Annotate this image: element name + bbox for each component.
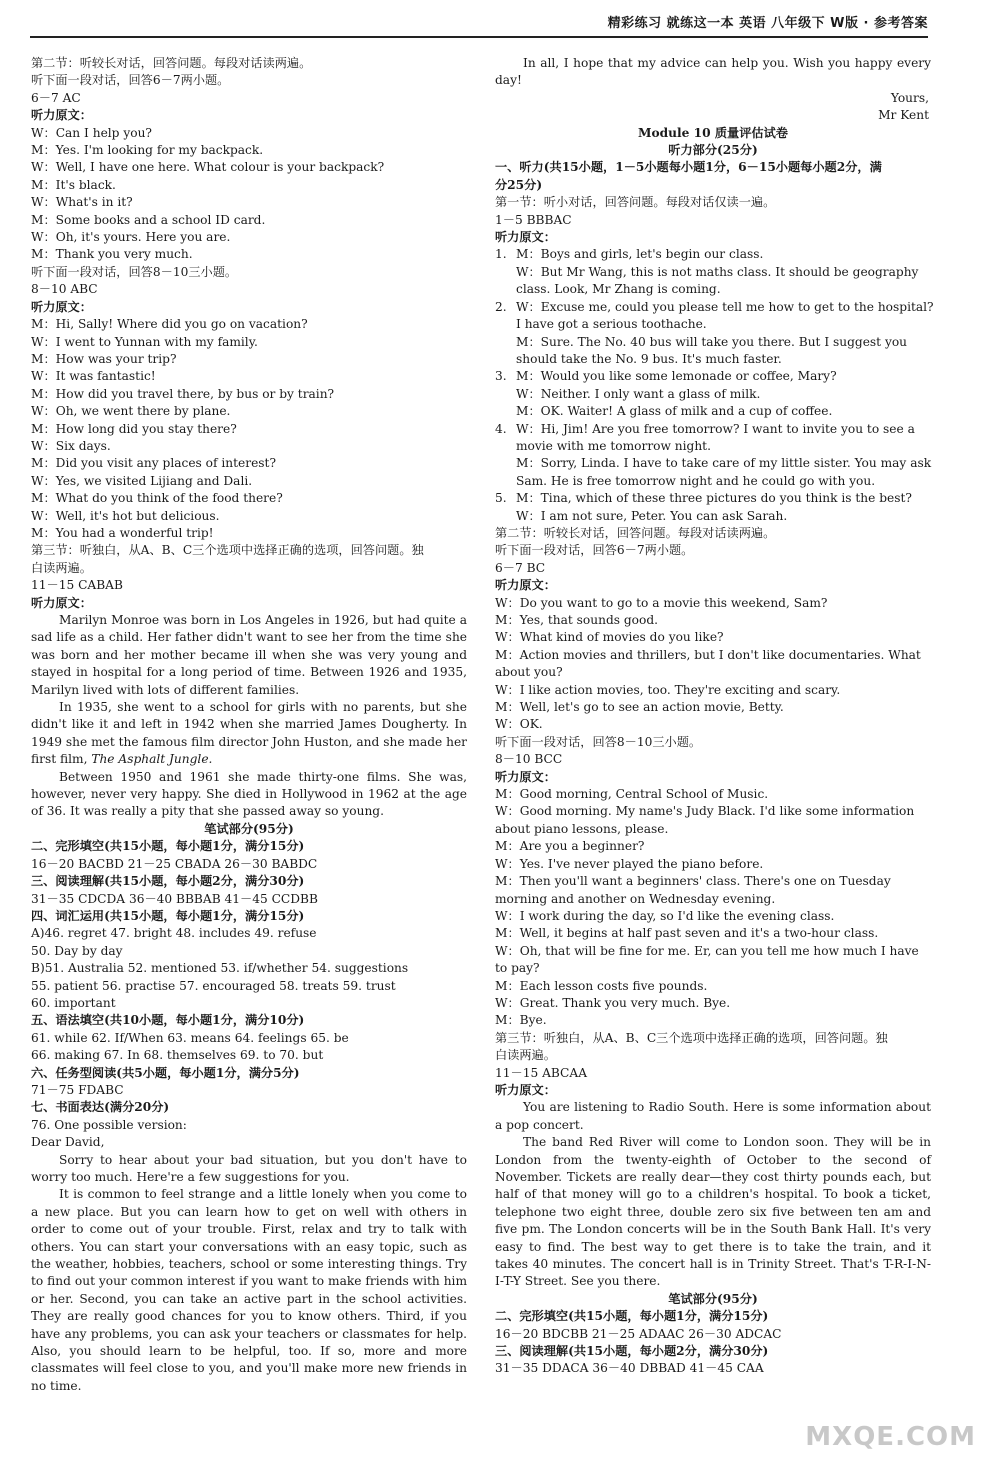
dialog-line: W：Six days. <box>31 438 111 453</box>
short-dialog-line: W：Neither. I only want a glass of milk. <box>516 386 761 401</box>
short-dialog-line: M：OK. Waiter! A glass of milk and a cup of coffee. <box>516 404 833 419</box>
dialog-line: M：Are you a beginner? <box>495 839 645 854</box>
dialog-line: W：Oh, we went there by plane. <box>31 404 231 419</box>
answer-line: 16－20 BDCBB 21－25 ADAAC 26－30 ADCAC <box>495 1326 782 1341</box>
dialog-intro: 听下面一段对话，回答6－7两小题。 <box>495 543 694 558</box>
dialog-line: W：Well, I have one here. What colour is your backpack? <box>31 160 385 175</box>
answer-line: 31－35 CDCDA 36－40 BBBAB 41－45 CCDBB <box>31 891 318 906</box>
dialog-line: W：I work during the day, so I'd like the evening class. <box>495 908 835 923</box>
answer-line: 50. Day by day <box>31 943 123 958</box>
section-title: 第二节：听较长对话，回答问题。每段对话读两遍。 <box>31 56 312 70</box>
dialog-line: W：Well, it's hot but delicious. <box>31 508 220 523</box>
answer-line: 8－10 ABC <box>31 282 98 297</box>
dialog-intro: 听下面一段对话，回答6－7两小题。 <box>31 73 230 88</box>
dialog-line: M：Well, it begins at half past seven and it's a two-hour class. <box>495 926 879 941</box>
section-title: 第三节：听独白，从A、B、C三个选项中选择正确的选项，回答问题。独 <box>31 543 424 558</box>
dialog-line: M：What do you think of the food there? <box>31 491 283 506</box>
short-dialog-line: movie with me tomorrow night. <box>516 438 711 453</box>
transcript-label: 听力原文： <box>495 769 556 784</box>
left-column <box>31 55 467 1395</box>
short-dialog-line: I have got a serious toothache. <box>516 317 707 332</box>
header-title: 精彩练习 就练这一本 英语 八年级下 W版 · 参考答案 <box>607 16 928 31</box>
answer-line: 6－7 BC <box>495 560 546 575</box>
section-title: 三、阅读理解(共15小题，每小题2分，满分30分) <box>495 1344 769 1359</box>
section-title: 第二节：听较长对话，回答问题。每段对话读两遍。 <box>495 525 776 540</box>
monologue-paragraph: The band Red River will come to London soon. They will be in London from the twenty-eighth of October to the second of November. Tickets are really dear—they cost thirty pounds each, but half of that money will go to a children's hospital. To book a ticket, telephone two eight three, double zero six five between ten am and five pm. The London concerts will be in the South Bank Hall. It's very easy to find. The best way to get there is to take the train, and it takes 40 minutes. The concert hall is in Trinity Street. That's T-R-I-N-I-T-Y Street. See you there. <box>495 1135 931 1289</box>
short-dialog-line <box>495 368 931 385</box>
dialog-line: to pay? <box>495 961 540 976</box>
dialog-line: about you? <box>495 665 563 680</box>
monologue-paragraph <box>31 699 467 769</box>
short-dialog-line <box>495 490 931 507</box>
answer-line: 1－5 BBBAC <box>495 212 572 227</box>
dialog-number: 4. <box>495 421 507 436</box>
dialog-number: 2. <box>495 299 507 314</box>
header-rule <box>30 36 928 38</box>
short-dialog-line <box>495 246 931 263</box>
dialog-line: W：What kind of movies do you like? <box>495 630 724 645</box>
dialog-line: W：Oh, it's yours. Here you are. <box>31 230 231 245</box>
letter-closing: In all, I hope that my advice can help you. Wish you happy every day! <box>495 56 931 88</box>
monologue-text: In 1935, she went to a school for girls with no parents, but she didn't like it and left in 1942 when she married James Dougherty. In 1949 she met the famous film director John Huston, and she made her first film, <box>31 700 468 767</box>
dialog-line: W：OK. <box>495 717 543 732</box>
transcript-label: 听力原文： <box>31 108 92 123</box>
section-title-cont: 分25分) <box>495 177 543 192</box>
monologue-paragraph: Between 1950 and 1961 she made thirty-one films. She was, however, never very happy. She died in Hollywood in 1962 at the age of 36. It was really a pity that she passed away so young. <box>31 769 467 819</box>
dialog-line: W：It was fantastic! <box>31 369 156 384</box>
answer-line: 60. important <box>31 995 116 1010</box>
letter-paragraph: Sorry to hear about your bad situation, but you don't have to worry too much. Here're a few suggestions for you. <box>31 1152 467 1184</box>
dialog-line: W：Can I help you? <box>31 125 152 140</box>
written-part-title: 笔试部分(95分) <box>668 1291 758 1306</box>
transcript-label: 听力原文： <box>31 595 92 610</box>
letter-paragraph: It is common to feel strange and a little lonely when you come to a new place. But you can learn how to get on well with others in order to come out of your trouble. First, relax and try to talk with others. You can start your conversations with an easy topic, such as the weather, hobbies, teachers, school or some interesting things. Try to find out your common interest if you want to make friends with him or her. Second, you can take an active part in the school activities. They are really good chances for you to know others. Third, if you have any problems, you can ask your teachers or classmates for help. Also, you should learn to be helpful, too. If so, more and more classmates will feel close to you, and you'll make more new friends in no time. <box>31 1187 467 1393</box>
section-title: 四、词汇运用(共15小题，每小题1分，满分15分) <box>31 908 305 923</box>
dialog-intro: 听下面一段对话，回答8－10三小题。 <box>495 734 702 749</box>
dialog-number: 5. <box>495 491 507 506</box>
section-title-cont: 白读两遍。 <box>495 1048 556 1063</box>
dialog-line: M：Then you'll want a beginners' class. There's one on Tuesday <box>495 874 891 889</box>
right-column <box>495 55 934 1378</box>
dialog-line: M：How did you travel there, by bus or by train? <box>31 386 335 401</box>
section-title: 二、完形填空(共15小题，每小题1分，满分15分) <box>31 839 305 854</box>
short-dialog-line <box>495 299 934 316</box>
dialog-line: M：Some books and a school ID card. <box>31 212 266 227</box>
monologue-paragraph: You are listening to Radio South. Here is some information about a pop concert. <box>495 1100 931 1132</box>
dialog-line: M：It's black. <box>31 177 116 192</box>
section-title: 六、任务型阅读(共5小题，每小题1分，满分5分) <box>31 1065 300 1080</box>
answer-line: 66. making 67. In 68. themselves 69. to 70. but <box>31 1048 324 1063</box>
section-title-cont: 白读两遍。 <box>31 560 92 575</box>
dialog-intro: 听下面一段对话，回答8－10三小题。 <box>31 264 238 279</box>
dialog-line: M：Yes. I'm looking for my backpack. <box>31 143 264 158</box>
dialog-line: about piano lessons, please. <box>495 821 669 836</box>
dialog-line: W：I like action movies, too. They're exciting and scary. <box>495 682 841 697</box>
dialog-text: W：Excuse me, could you please tell me how to get to the hospital? <box>516 299 934 314</box>
answer-line: A)46. regret 47. bright 48. includes 49. refuse <box>31 926 317 941</box>
dialog-line: W：Do you want to go to a movie this weekend, Sam? <box>495 595 828 610</box>
transcript-label: 听力原文： <box>31 299 92 314</box>
film-title: The Asphalt Jungle. <box>91 752 213 767</box>
dialog-line: M：How was your trip? <box>31 351 177 366</box>
dialog-line: M：Well, let's go to see an action movie, Betty. <box>495 700 784 715</box>
answer-line: 71－75 FDABC <box>31 1082 124 1097</box>
dialog-number: 3. <box>495 369 507 384</box>
dialog-text: M：Tina, which of these three pictures do you think is the best? <box>516 491 912 506</box>
transcript-label: 听力原文： <box>495 230 556 245</box>
answer-line: 31－35 DDACA 36－40 DBBAD 41－45 CAA <box>495 1361 764 1376</box>
watermark-logo: MXQE.COM <box>805 1422 976 1452</box>
answer-line: 8－10 BCC <box>495 752 563 767</box>
short-dialog-line <box>495 421 931 438</box>
dialog-line: M：Action movies and thrillers, but I don't like documentaries. What <box>495 647 921 662</box>
letter-salutation: Dear David, <box>31 1135 105 1150</box>
letter-yours: Yours, <box>890 90 929 105</box>
dialog-line: M：You had a wonderful trip! <box>31 525 214 540</box>
section-title: 七、书面表达(满分20分) <box>31 1100 170 1115</box>
section-title: 三、阅读理解(共15小题，每小题2分，满分30分) <box>31 874 305 889</box>
written-part-title: 笔试部分(95分) <box>204 821 294 836</box>
short-dialog-line: should take the No. 9 bus. It's much faster. <box>516 351 782 366</box>
short-dialog-line: Sam. He is free tomorrow night and he could go with you. <box>516 473 876 488</box>
listening-part-title: 听力部分(25分) <box>668 143 758 158</box>
transcript-label: 听力原文： <box>495 578 556 593</box>
dialog-line: W：What's in it? <box>31 195 133 210</box>
section-title: 二、完形填空(共15小题，每小题1分，满分15分) <box>495 1309 769 1324</box>
dialog-line: W：Good morning. My name's Judy Black. I'd like some information <box>495 804 915 819</box>
essay-label: 76. One possible version: <box>31 1117 187 1132</box>
letter-signature: Mr Kent <box>878 108 929 123</box>
answer-line: 16－20 BACBD 21－25 CBADA 26－30 BABDC <box>31 856 318 871</box>
module-title: Module 10 质量评估试卷 <box>638 125 788 140</box>
section-title: 第三节：听独白，从A、B、C三个选项中选择正确的选项，回答问题。独 <box>495 1030 888 1045</box>
answer-line: 11－15 CABAB <box>31 578 123 593</box>
section-title: 第一节：听小对话，回答问题。每段对话仅读一遍。 <box>495 195 776 210</box>
dialog-line: W：Yes. I've never played the piano before. <box>495 856 764 871</box>
dialog-line: M：Thank you very much. <box>31 247 193 262</box>
dialog-line: W：Great. Thank you very much. Bye. <box>495 995 731 1010</box>
answer-line: 6－7 AC <box>31 90 81 105</box>
answer-line: 61. while 62. If/When 63. means 64. feelings 65. be <box>31 1030 349 1045</box>
answer-line: B)51. Australia 52. mentioned 53. if/whether 54. suggestions <box>31 961 409 976</box>
short-dialog-line: W：I am not sure, Peter. You can ask Sarah. <box>516 508 788 523</box>
monologue-paragraph: Marilyn Monroe was born in Los Angeles in 1926, but had quite a sad life as a child. Her father didn't want to see her from the time she was born and her mother became ill when she was very young and stayed in hospital for a long period of time. Between 1926 and 1935, Marilyn lived with lots of different families. <box>31 613 467 697</box>
section-title: 一、听力(共15小题，1－5小题每小题1分，6－15小题每小题2分，满 <box>495 160 882 175</box>
short-dialog-line: class. Look, Mr Zhang is coming. <box>516 282 721 297</box>
dialog-line: M：Yes, that sounds good. <box>495 613 659 627</box>
dialog-text: M：Would you like some lemonade or coffee, Mary? <box>516 369 837 384</box>
answer-line: 11－15 ABCAA <box>495 1065 587 1080</box>
dialog-number: 1. <box>495 247 507 262</box>
dialog-line: W：Oh, that will be fine for me. Er, can you tell me how much I have <box>495 943 919 958</box>
dialog-text: M：Boys and girls, let's begin our class. <box>516 247 764 262</box>
answer-line: 55. patient 56. practise 57. encouraged 58. treats 59. trust <box>31 978 396 993</box>
dialog-line: W：I went to Yunnan with my family. <box>31 334 258 349</box>
short-dialog-line: W：But Mr Wang, this is not maths class. It should be geography <box>516 264 919 279</box>
dialog-line: M：Good morning, Central School of Music. <box>495 787 769 802</box>
dialog-line: M：Each lesson costs five pounds. <box>495 978 708 993</box>
dialog-line: M：Hi, Sally! Where did you go on vacation? <box>31 317 308 332</box>
dialog-line: morning and another on Wednesday evening. <box>495 891 776 906</box>
transcript-label: 听力原文： <box>495 1082 556 1097</box>
section-title: 五、语法填空(共10小题，每小题1分，满分10分) <box>31 1013 305 1028</box>
dialog-line: M：Bye. <box>495 1013 547 1028</box>
dialog-line: M：Did you visit any places of interest? <box>31 456 276 471</box>
page-header <box>0 0 1000 38</box>
dialog-line: W：Yes, we visited Lijiang and Dali. <box>31 473 253 488</box>
dialog-line: M：How long did you stay there? <box>31 421 237 436</box>
short-dialog-line: M：Sure. The No. 40 bus will take you there. But I suggest you <box>516 334 908 349</box>
short-dialog-line: M：Sorry, Linda. I have to take care of my little sister. You may ask <box>516 456 932 471</box>
dialog-text: W：Hi, Jim! Are you free tomorrow? I want to invite you to see a <box>516 421 915 436</box>
